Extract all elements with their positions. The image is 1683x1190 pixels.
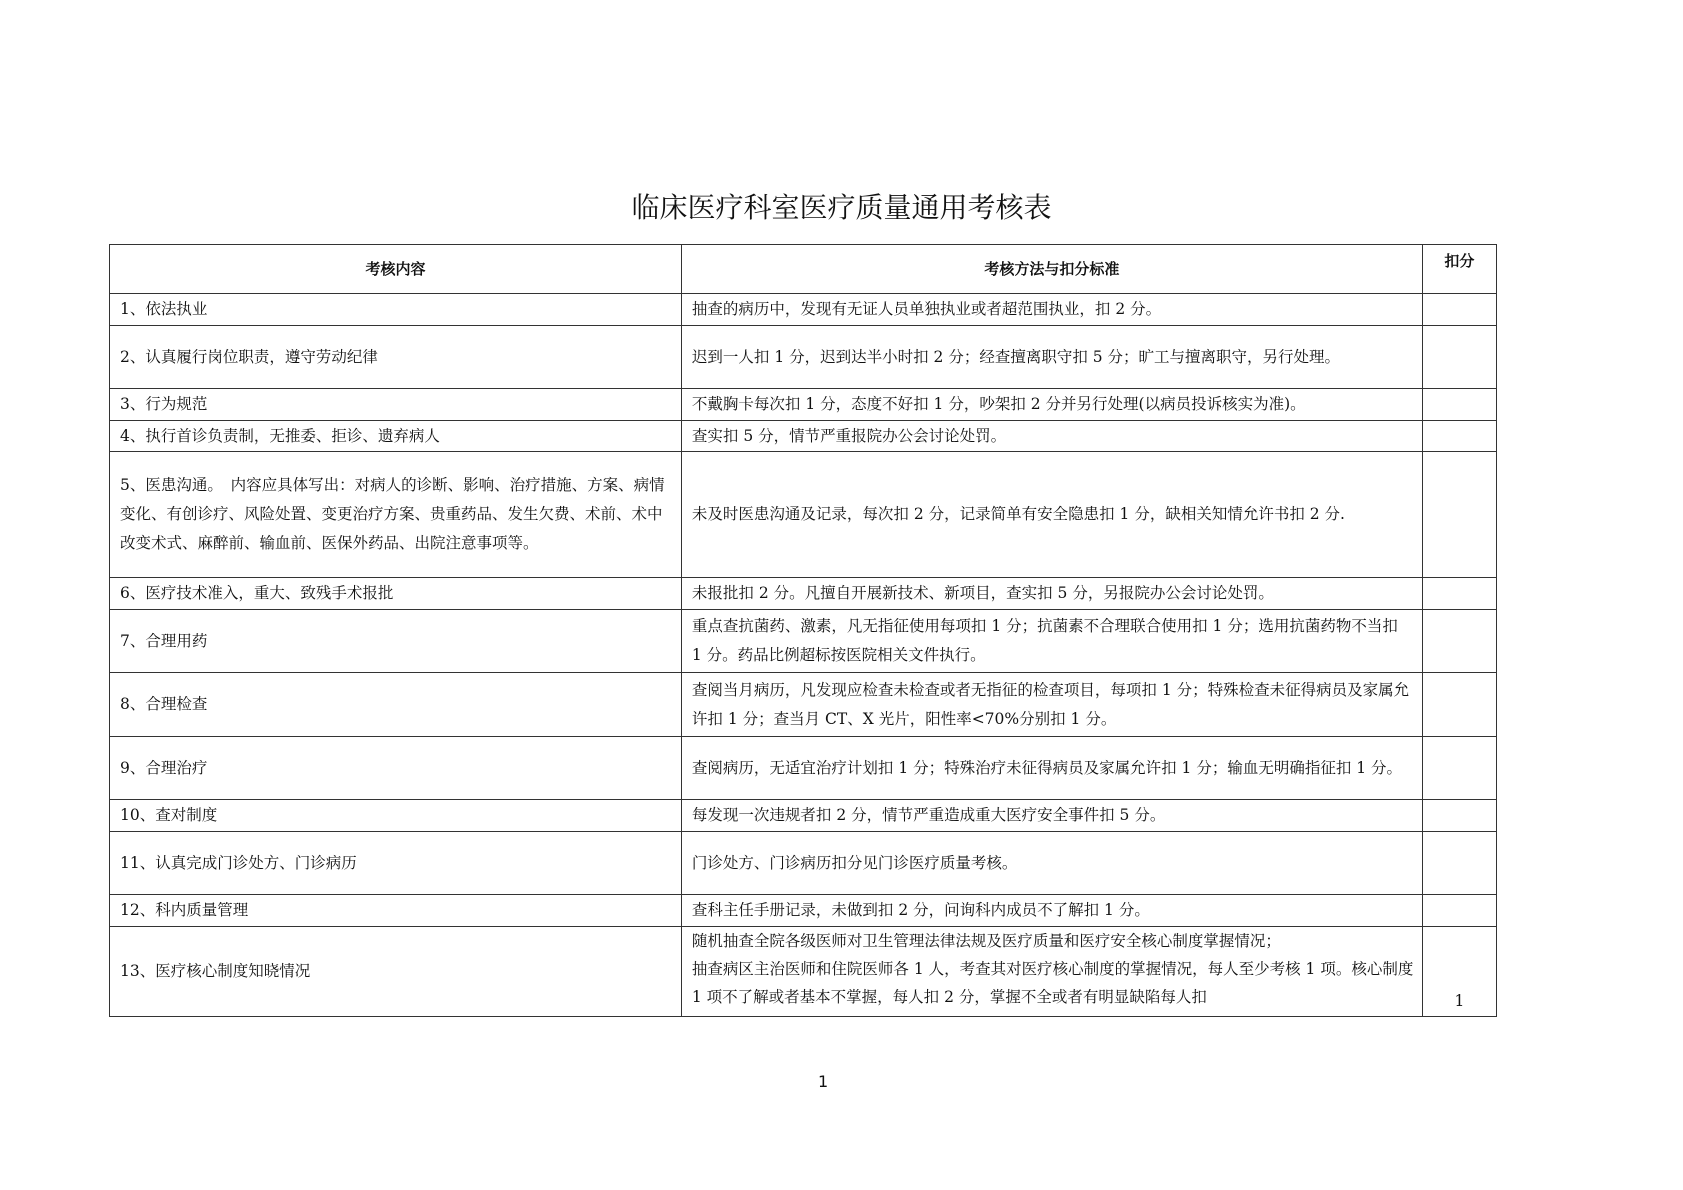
content-cell: 4、执行首诊负责制，无推委、拒诊、遗弃病人 [110,421,682,452]
content-cell: 10、查对制度 [110,800,682,832]
page-title: 临床医疗科室医疗质量通用考核表 [631,191,1052,224]
table-row [110,452,1497,578]
method-cell: 查阅病历，无适宜治疗计划扣 1 分；特殊治疗未征得病员及家属允许扣 1 分；输血无明确指征扣 1 分。 [681,737,1422,800]
score-cell [1422,610,1496,673]
content-cell: 9、合理治疗 [110,737,682,800]
content-cell: 13、医疗核心制度知晓情况 [110,927,682,1017]
score-cell: 1 [1422,927,1496,1017]
method-cell: 重点查抗菌药、激素，凡无指征使用每项扣 1 分；抗菌素不合理联合使用扣 1 分；选用抗菌药物不当扣 1 分。药品比例超标按医院相关文件执行。 [681,610,1422,673]
page-number: 1 [818,1072,829,1091]
content-cell: 8、合理检查 [110,673,682,737]
content-cell: 1、依法执业 [110,294,682,326]
content-cell: 12、科内质量管理 [110,895,682,927]
content-cell: 7、合理用药 [110,610,682,673]
method-cell: 迟到一人扣 1 分，迟到达半小时扣 2 分；经查擅离职守扣 5 分；旷工与擅离职守，另行处理。 [681,326,1422,389]
score-cell [1422,578,1496,610]
content-cell: 5、医患沟通。 内容应具体写出：对病人的诊断、影响、治疗措施、方案、病情变化、有创诊疗、风险处置、变更治疗方案、贵重药品、发生欠费、术前、术中改变术式、麻醉前、输血前、医保外药品、出院注意事项等。 [110,452,682,578]
table-row [110,737,1497,800]
method-cell: 每发现一次违规者扣 2 分，情节严重造成重大医疗安全事件扣 5 分。 [681,800,1422,832]
score-cell [1422,737,1496,800]
score-cell [1422,294,1496,326]
assessment-table [109,244,1497,1017]
table-row [110,895,1497,927]
header-score: 扣分 [1422,245,1496,294]
method-cell: 查阅当月病历，凡发现应检查未检查或者无指征的检查项目，每项扣 1 分；特殊检查未征得病员及家属允许扣 1 分；查当月 CT、X 光片，阳性率<70%分别扣 1 分。 [681,673,1422,737]
method-cell: 查科主任手册记录，未做到扣 2 分，问询科内成员不了解扣 1 分。 [681,895,1422,927]
score-cell [1422,389,1496,421]
header-content: 考核内容 [110,245,682,294]
header-method: 考核方法与扣分标准 [681,245,1422,294]
method-cell: 门诊处方、门诊病历扣分见门诊医疗质量考核。 [681,832,1422,895]
table-row [110,800,1497,832]
table-row [110,610,1497,673]
content-cell: 6、医疗技术准入，重大、致残手术报批 [110,578,682,610]
score-cell [1422,326,1496,389]
content-cell: 3、行为规范 [110,389,682,421]
score-cell [1422,832,1496,895]
table-row [110,389,1497,421]
table-row [110,294,1497,326]
method-cell: 抽查的病历中，发现有无证人员单独执业或者超范围执业，扣 2 分。 [681,294,1422,326]
method-cell: 未及时医患沟通及记录，每次扣 2 分，记录简单有安全隐患扣 1 分，缺相关知情允许书扣 2 分. [681,452,1422,578]
score-cell [1422,895,1496,927]
method-cell: 不戴胸卡每次扣 1 分，态度不好扣 1 分，吵架扣 2 分并另行处理(以病员投诉核实为准)。 [681,389,1422,421]
table-row [110,421,1497,452]
method-cell: 查实扣 5 分，情节严重报院办公会讨论处罚。 [681,421,1422,452]
score-cell [1422,452,1496,578]
score-cell [1422,800,1496,832]
table-row [110,832,1497,895]
table-row [110,673,1497,737]
method-cell: 未报批扣 2 分。凡擅自开展新技术、新项目，查实扣 5 分，另报院办公会讨论处罚。 [681,578,1422,610]
table-row [110,578,1497,610]
score-cell [1422,421,1496,452]
table-row [110,326,1497,389]
table-row [110,927,1497,1017]
score-cell [1422,673,1496,737]
table-header-row [110,245,1497,294]
content-cell: 11、认真完成门诊处方、门诊病历 [110,832,682,895]
method-cell: 随机抽查全院各级医师对卫生管理法律法规及医疗质量和医疗安全核心制度掌握情况； 抽查病区主治医师和住院医师各 1 人，考查其对医疗核心制度的掌握情况，每人至少考核 1 项。核心制度 1 项不了解或者基本不掌握，每人扣 2 分，掌握不全或者有明显缺陷每人扣 [681,927,1422,1017]
content-cell: 2、认真履行岗位职责，遵守劳动纪律 [110,326,682,389]
